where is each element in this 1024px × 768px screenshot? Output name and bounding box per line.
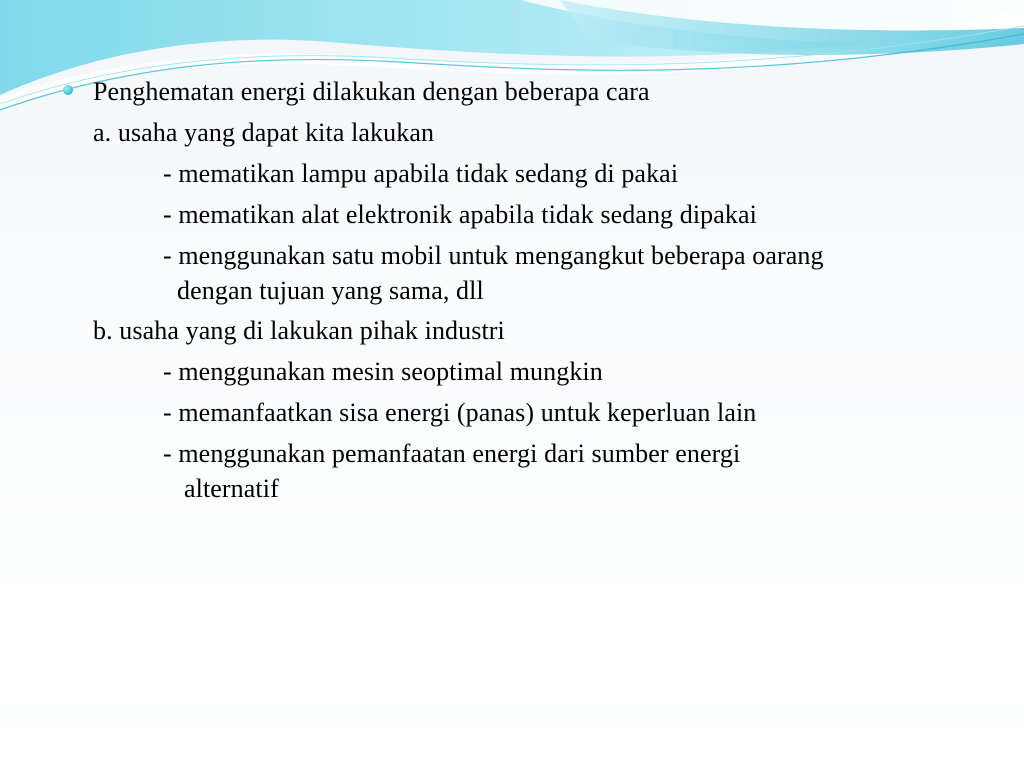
bullet-heading: Penghematan energi dilakukan dengan beberapa cara <box>93 77 650 106</box>
section-b-item: - menggunakan mesin seoptimal mungkin <box>163 357 603 386</box>
section-a-item: - menggunakan satu mobil untuk mengangkut beberapa oarang <box>163 241 824 270</box>
section-a-item-continuation: dengan tujuan yang sama, dll <box>177 276 484 305</box>
section-b-title: b. usaha yang di lakukan pihak industri <box>93 316 505 345</box>
section-b-item-continuation: alternatif <box>184 474 279 503</box>
section-a-title: a. usaha yang dapat kita lakukan <box>93 118 435 147</box>
section-a-item: - mematikan alat elektronik apabila tidak sedang dipakai <box>163 200 757 229</box>
bullet-dot-icon <box>63 85 73 95</box>
section-a-item: - mematikan lampu apabila tidak sedang di pakai <box>163 159 679 188</box>
section-b-item: - menggunakan pemanfaatan energi dari sumber energi <box>163 439 741 468</box>
section-b-item: - memanfaatkan sisa energi (panas) untuk keperluan lain <box>163 398 757 427</box>
